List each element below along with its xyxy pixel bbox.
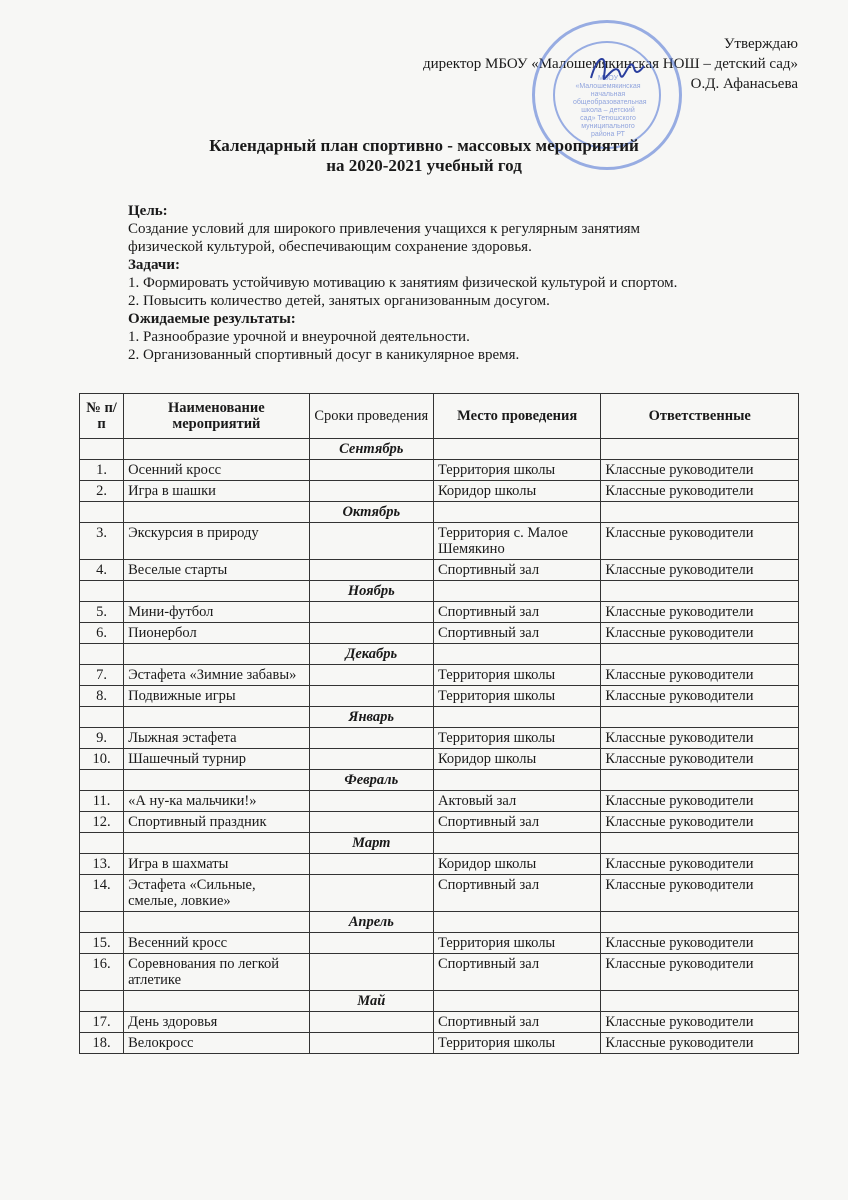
month-label: Ноябрь <box>309 581 433 602</box>
table-row <box>80 602 799 623</box>
event-responsible: Классные руководители <box>601 686 799 707</box>
table-row <box>80 560 799 581</box>
month-row <box>80 644 799 665</box>
event-name: Подвижные игры <box>124 686 310 707</box>
event-name: Велокросс <box>124 1033 310 1054</box>
page-title <box>0 136 848 176</box>
event-time <box>309 523 433 560</box>
month-cell-empty <box>433 770 600 791</box>
table-row <box>80 933 799 954</box>
event-name: Весенний кросс <box>124 933 310 954</box>
event-place: Коридор школы <box>433 854 600 875</box>
month-label: Март <box>309 833 433 854</box>
events-table <box>79 393 799 1054</box>
event-place: Территория с. Малое Шемякино <box>433 523 600 560</box>
table-row <box>80 954 799 991</box>
event-time <box>309 481 433 502</box>
month-cell-empty <box>80 912 124 933</box>
event-num: 16. <box>80 954 124 991</box>
month-cell-empty <box>433 502 600 523</box>
month-cell-empty <box>124 439 310 460</box>
event-time <box>309 954 433 991</box>
month-cell-empty <box>124 770 310 791</box>
event-place: Коридор школы <box>433 749 600 770</box>
title-line-2: на 2020-2021 учебный год <box>326 156 522 175</box>
event-time <box>309 560 433 581</box>
event-place: Коридор школы <box>433 481 600 502</box>
table-row <box>80 875 799 912</box>
intro-section <box>128 202 788 364</box>
month-label: Сентябрь <box>309 439 433 460</box>
month-row <box>80 991 799 1012</box>
event-name: Мини-футбол <box>124 602 310 623</box>
event-responsible: Классные руководители <box>601 954 799 991</box>
event-num: 7. <box>80 665 124 686</box>
table-body <box>80 439 799 1054</box>
table-row <box>80 791 799 812</box>
event-num: 18. <box>80 1033 124 1054</box>
seal-text: МБОУ «Малошемякинская начальная общеобразовательная школа – детский сад» Тетюшского муниципального района РТ <box>573 75 647 138</box>
month-cell-empty <box>124 581 310 602</box>
event-name: Пионербол <box>124 623 310 644</box>
header-num: № п/п <box>80 394 124 439</box>
event-name: Осенний кросс <box>124 460 310 481</box>
event-time <box>309 460 433 481</box>
month-cell-empty <box>601 991 799 1012</box>
event-place: Спортивный зал <box>433 954 600 991</box>
table-row <box>80 1033 799 1054</box>
event-name: Эстафета «Сильные, смелые, ловкие» <box>124 875 310 912</box>
month-cell-empty <box>80 644 124 665</box>
month-cell-empty <box>124 502 310 523</box>
event-responsible: Классные руководители <box>601 623 799 644</box>
event-responsible: Классные руководители <box>601 481 799 502</box>
event-time <box>309 728 433 749</box>
task-2: 2. Повысить количество детей, занятых организованным досугом. <box>128 293 550 309</box>
event-responsible: Классные руководители <box>601 854 799 875</box>
event-time <box>309 854 433 875</box>
month-label: Декабрь <box>309 644 433 665</box>
month-label: Апрель <box>309 912 433 933</box>
event-time <box>309 686 433 707</box>
event-place: Спортивный зал <box>433 560 600 581</box>
month-row <box>80 439 799 460</box>
month-cell-empty <box>80 581 124 602</box>
event-num: 12. <box>80 812 124 833</box>
event-place: Спортивный зал <box>433 812 600 833</box>
header-place: Место проведения <box>433 394 600 439</box>
event-place: Спортивный зал <box>433 1012 600 1033</box>
event-responsible: Классные руководители <box>601 749 799 770</box>
event-place: Территория школы <box>433 665 600 686</box>
event-time <box>309 875 433 912</box>
month-row <box>80 912 799 933</box>
result-1: 1. Разнообразие урочной и внеурочной деятельности. <box>128 329 470 345</box>
table-row <box>80 665 799 686</box>
event-time <box>309 665 433 686</box>
event-place: Территория школы <box>433 460 600 481</box>
month-cell-empty <box>80 707 124 728</box>
month-label: Октябрь <box>309 502 433 523</box>
month-label: Январь <box>309 707 433 728</box>
event-place: Актовый зал <box>433 791 600 812</box>
task-1: 1. Формировать устойчивую мотивацию к занятиям физической культурой и спортом. <box>128 275 678 291</box>
event-responsible: Классные руководители <box>601 460 799 481</box>
event-num: 4. <box>80 560 124 581</box>
event-name: Веселые старты <box>124 560 310 581</box>
header-time: Сроки проведения <box>309 394 433 439</box>
event-place: Спортивный зал <box>433 602 600 623</box>
event-num: 9. <box>80 728 124 749</box>
event-place: Территория школы <box>433 728 600 749</box>
table-row <box>80 749 799 770</box>
event-place: Спортивный зал <box>433 623 600 644</box>
month-cell-empty <box>601 502 799 523</box>
event-num: 10. <box>80 749 124 770</box>
month-cell-empty <box>124 707 310 728</box>
month-row <box>80 833 799 854</box>
event-num: 11. <box>80 791 124 812</box>
month-cell-empty <box>601 833 799 854</box>
event-time <box>309 602 433 623</box>
event-place: Территория школы <box>433 1033 600 1054</box>
month-cell-empty <box>433 912 600 933</box>
month-cell-empty <box>124 912 310 933</box>
event-name: Шашечный турнир <box>124 749 310 770</box>
table-row <box>80 854 799 875</box>
event-num: 13. <box>80 854 124 875</box>
event-name: Игра в шашки <box>124 481 310 502</box>
month-cell-empty <box>601 770 799 791</box>
month-cell-empty <box>433 991 600 1012</box>
month-cell-empty <box>80 439 124 460</box>
event-num: 5. <box>80 602 124 623</box>
table-header-row <box>80 394 799 439</box>
table-row <box>80 1012 799 1033</box>
table-row <box>80 728 799 749</box>
table-row <box>80 460 799 481</box>
event-name: Экскурсия в природу <box>124 523 310 560</box>
event-num: 3. <box>80 523 124 560</box>
month-cell-empty <box>433 644 600 665</box>
event-responsible: Классные руководители <box>601 1012 799 1033</box>
month-label: Май <box>309 991 433 1012</box>
event-place: Спортивный зал <box>433 875 600 912</box>
event-time <box>309 791 433 812</box>
month-cell-empty <box>601 439 799 460</box>
table-row <box>80 623 799 644</box>
event-time <box>309 1033 433 1054</box>
result-2: 2. Организованный спортивный досуг в каникулярное время. <box>128 347 520 363</box>
table-row <box>80 686 799 707</box>
goal-line-1: Создание условий для широкого привлечения учащихся к регулярным занятиям <box>128 221 641 237</box>
event-name: Игра в шахматы <box>124 854 310 875</box>
event-num: 8. <box>80 686 124 707</box>
table-row <box>80 523 799 560</box>
event-responsible: Классные руководители <box>601 523 799 560</box>
month-cell-empty <box>601 581 799 602</box>
month-cell-empty <box>433 439 600 460</box>
month-cell-empty <box>601 644 799 665</box>
event-num: 14. <box>80 875 124 912</box>
month-cell-empty <box>433 833 600 854</box>
month-row <box>80 502 799 523</box>
event-name: «А ну-ка мальчики!» <box>124 791 310 812</box>
header-resp: Ответственные <box>601 394 799 439</box>
event-time <box>309 623 433 644</box>
event-responsible: Классные руководители <box>601 665 799 686</box>
approval-line-2: директор МБОУ «Малошемякинская НОШ – детский сад» <box>422 56 798 72</box>
month-cell-empty <box>433 581 600 602</box>
month-row <box>80 581 799 602</box>
event-responsible: Классные руководители <box>601 875 799 912</box>
event-place: Территория школы <box>433 933 600 954</box>
event-responsible: Классные руководители <box>601 602 799 623</box>
event-num: 17. <box>80 1012 124 1033</box>
event-name: Эстафета «Зимние забавы» <box>124 665 310 686</box>
event-place: Территория школы <box>433 686 600 707</box>
event-responsible: Классные руководители <box>601 933 799 954</box>
month-row <box>80 770 799 791</box>
month-row <box>80 707 799 728</box>
signature-icon <box>586 48 646 94</box>
month-cell-empty <box>80 770 124 791</box>
table-row <box>80 812 799 833</box>
month-cell-empty <box>433 707 600 728</box>
month-cell-empty <box>124 644 310 665</box>
title-line-1: Календарный план спортивно - массовых мероприятий <box>209 136 639 155</box>
event-name: Лыжная эстафета <box>124 728 310 749</box>
event-responsible: Классные руководители <box>601 1033 799 1054</box>
event-num: 6. <box>80 623 124 644</box>
tasks-heading: Задачи: <box>128 257 181 273</box>
month-cell-empty <box>124 991 310 1012</box>
approval-line-1: Утверждаю <box>723 36 798 52</box>
event-responsible: Классные руководители <box>601 560 799 581</box>
event-name: Соревнования по легкой атлетике <box>124 954 310 991</box>
event-num: 1. <box>80 460 124 481</box>
goal-line-2: физической культурой, обеспечивающим сохранение здоровья. <box>128 239 532 255</box>
event-num: 15. <box>80 933 124 954</box>
month-cell-empty <box>124 833 310 854</box>
table-row <box>80 481 799 502</box>
month-cell-empty <box>80 991 124 1012</box>
event-time <box>309 749 433 770</box>
approval-line-3: О.Д. Афанасьева <box>690 76 798 92</box>
header-name: Наименование мероприятий <box>124 394 310 439</box>
event-name: Спортивный праздник <box>124 812 310 833</box>
event-responsible: Классные руководители <box>601 728 799 749</box>
month-cell-empty <box>80 502 124 523</box>
results-heading: Ожидаемые результаты: <box>128 311 296 327</box>
event-num: 2. <box>80 481 124 502</box>
event-time <box>309 1012 433 1033</box>
event-responsible: Классные руководители <box>601 791 799 812</box>
event-responsible: Классные руководители <box>601 812 799 833</box>
event-time <box>309 812 433 833</box>
month-cell-empty <box>601 912 799 933</box>
goal-heading: Цель: <box>128 203 168 219</box>
month-cell-empty <box>601 707 799 728</box>
month-label: Февраль <box>309 770 433 791</box>
event-time <box>309 933 433 954</box>
event-name: День здоровья <box>124 1012 310 1033</box>
month-cell-empty <box>80 833 124 854</box>
